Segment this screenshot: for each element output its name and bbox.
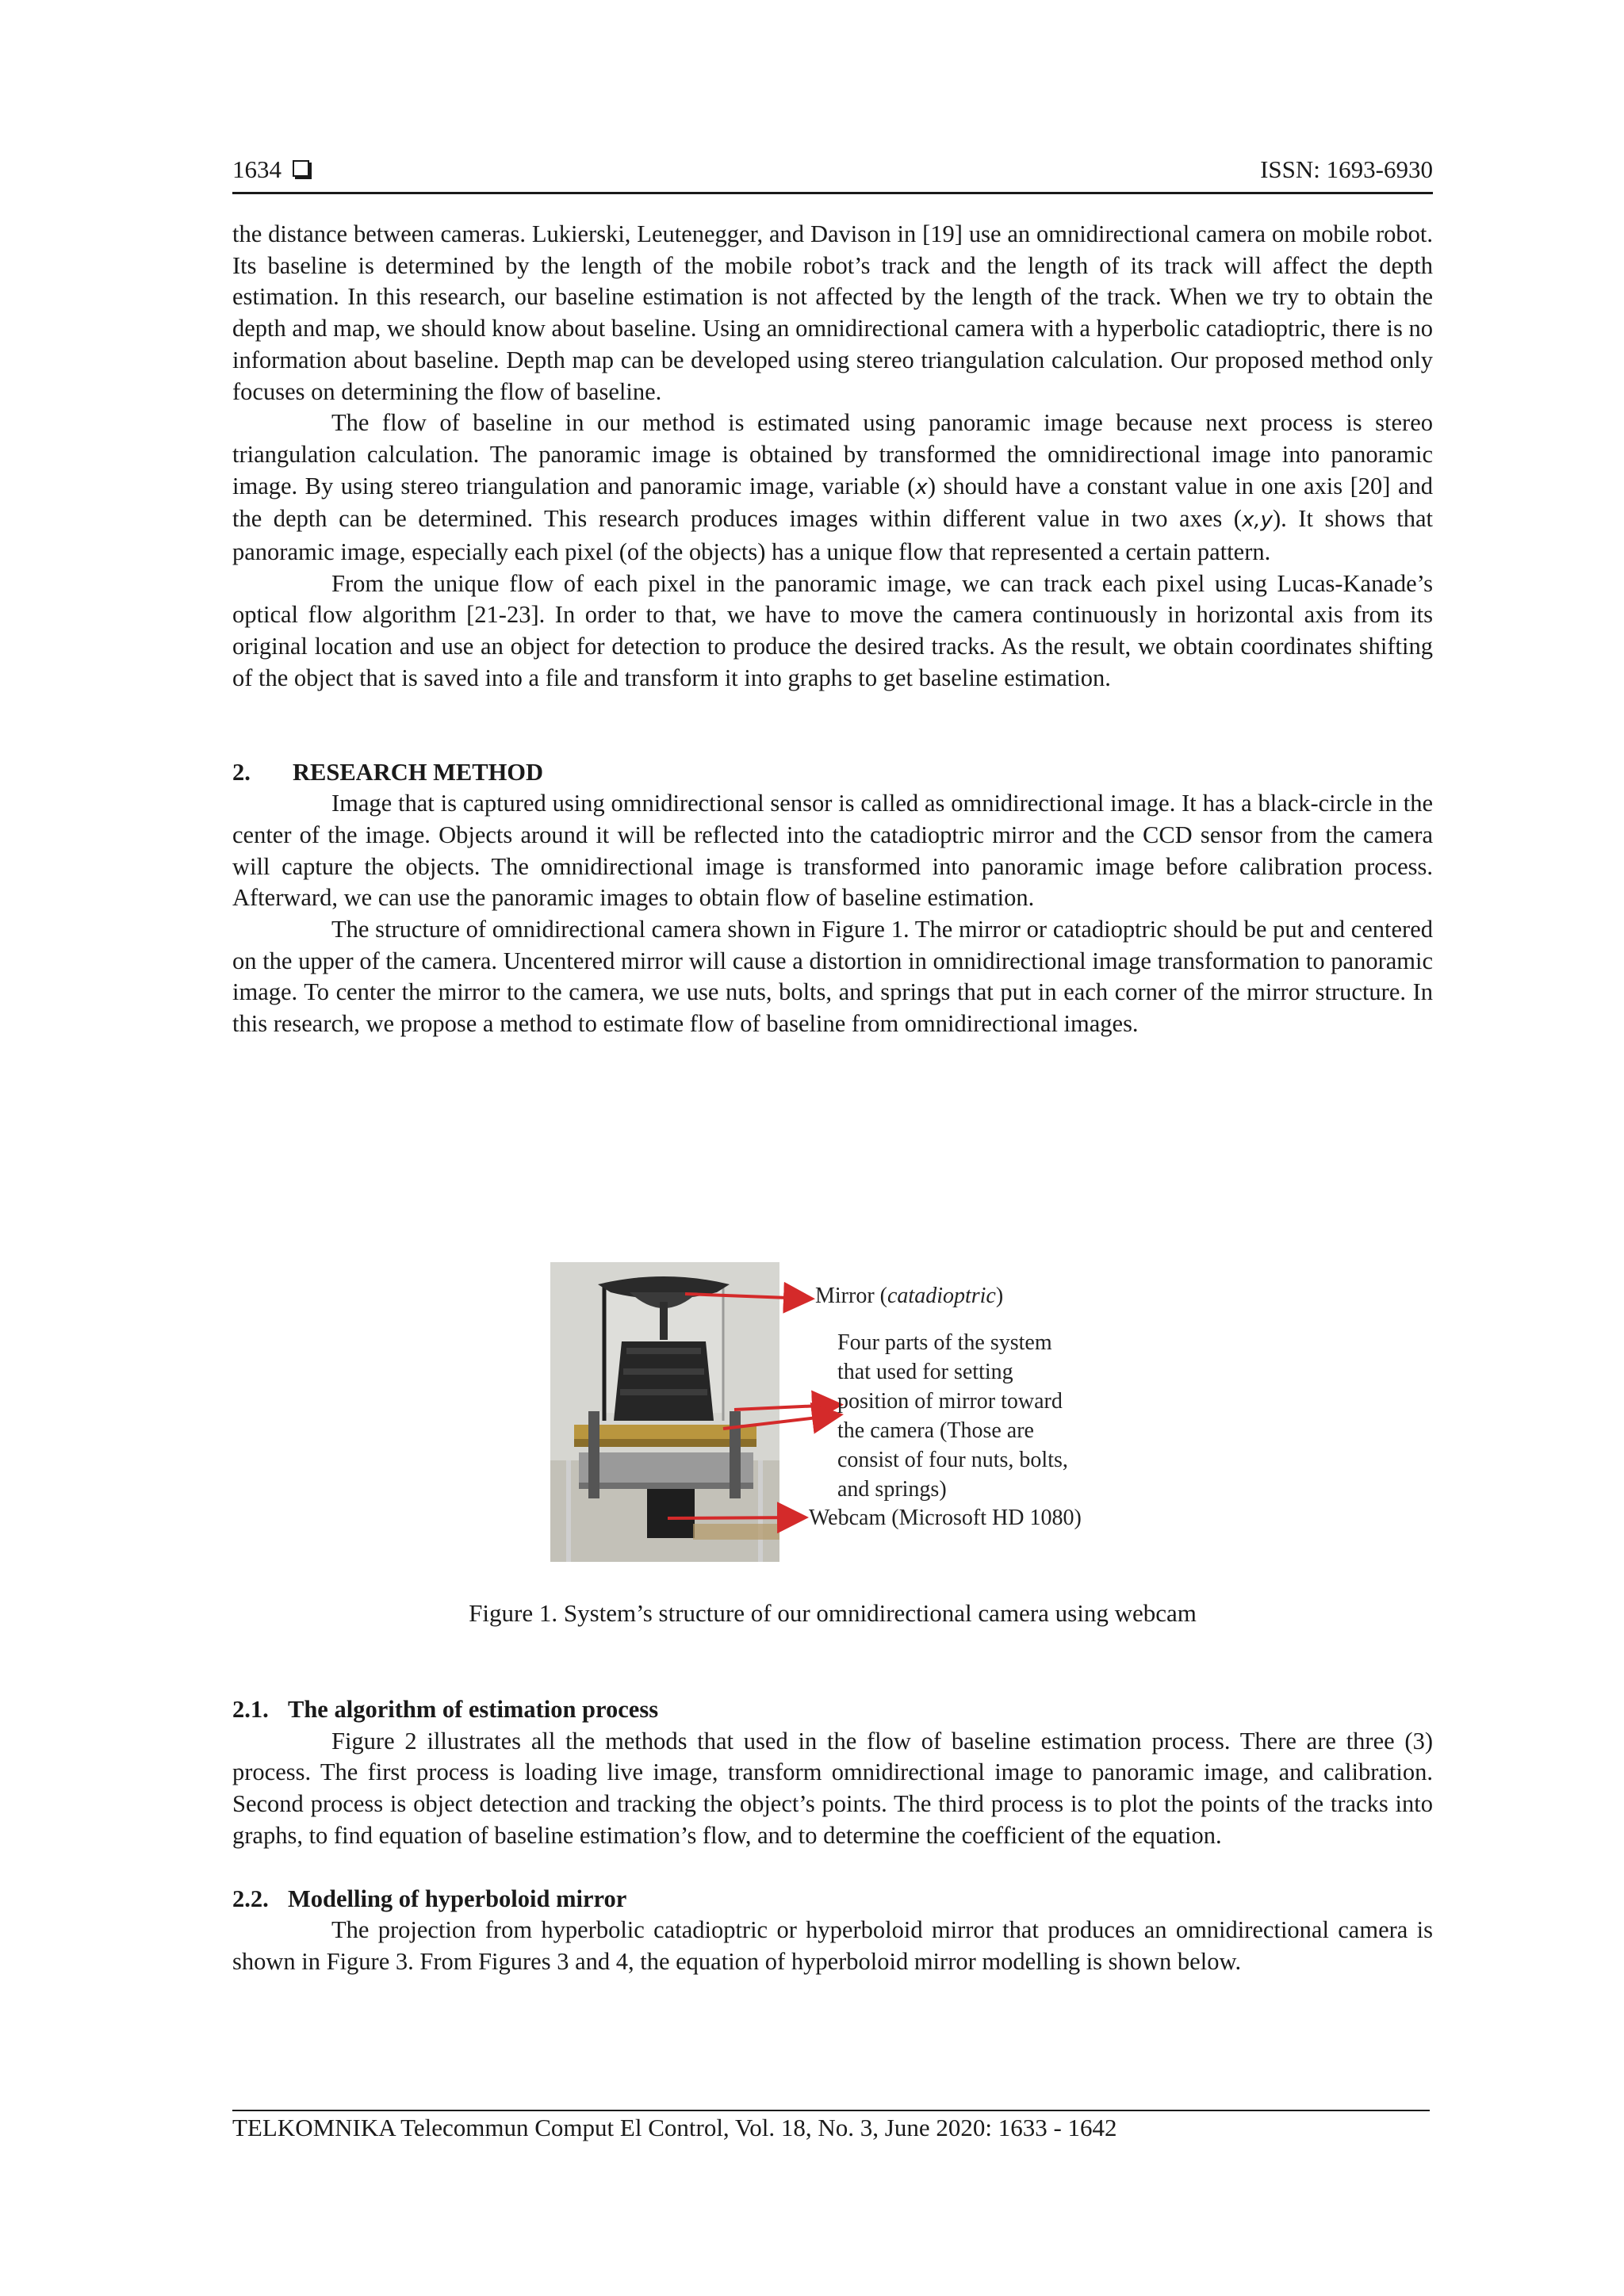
label-parts-line: position of mirror toward (837, 1389, 1063, 1414)
header-divider (232, 192, 1433, 194)
section-2-1-title: The algorithm of estimation process (288, 1696, 659, 1723)
main-text-lower (232, 1694, 1433, 1978)
section-2-2-heading (232, 1884, 1433, 1915)
section-2-1-number: 2.1. (232, 1696, 269, 1723)
figure-1 (550, 1262, 1121, 1563)
section-2-1-paragraph: Figure 2 illustrates all the methods that used in the flow of baseline estimation process. There are three (3) process. The first process is loading live image, transform omnidirectional image to panoramic image, and calibration. Second process is object detection and tracking the object’s points. The third process is to plot the points of the tracks into graphs, to find equation of baseline estimation’s flow, and to determine the coefficient of the equation. (232, 1727, 1433, 1849)
issn-label: ISSN: 1693-6930 (1260, 155, 1433, 183)
variable-xy: x,y (1241, 508, 1273, 533)
section-2-1-heading (232, 1694, 1433, 1726)
square-bullet-icon (293, 160, 309, 177)
figure-1-caption: Figure 1. System’s structure of our omnidirectional camera using webcam (469, 1599, 1197, 1627)
label-four-parts (837, 1328, 1068, 1504)
intro-p2-part-a: The flow of baseline in our method is estimated using panoramic image because next process is stereo triangulation calculation. The panoramic image is obtained by transformed the omnidirectional image into panoramic image. By using stereo triangulation and panoramic image, variable ( (232, 409, 1433, 499)
section-2-number: 2. (232, 758, 251, 786)
label-parts-line: the camera (Those are (837, 1418, 1034, 1443)
label-mirror-text: Mirror ( (815, 1284, 887, 1308)
label-mirror-italic: catadioptric (887, 1284, 996, 1308)
section-2-2-number: 2.2. (232, 1885, 269, 1912)
arrow-parts-2 (723, 1415, 837, 1429)
arrow-parts-1 (734, 1405, 837, 1410)
intro-p2-part-c: ). It shows that panoramic image, especially each pixel (of the objects) has a unique flow that represented a certain pattern. (232, 505, 1433, 566)
section-2-2-title: Modelling of hyperboloid mirror (288, 1885, 627, 1912)
section-2-heading (232, 757, 1433, 789)
label-parts-line: Four parts of the system (837, 1330, 1052, 1355)
label-parts-line: that used for setting (837, 1360, 1013, 1384)
intro-paragraph-1: the distance between cameras. Lukierski, Leutenegger, and Davison in [19] use an omnidirectional camera on mobile robot. Its baseline is determined by the length of the mobile robot’s track and the length of its track will affect the depth estimation. In this research, our baseline estimation is not affected by the length of the track. When we try to obtain the depth and map, we should know about baseline. Using an omnidirectional camera with a hyperbolic catadioptric, there is no information about baseline. Depth map can be developed using stereo triangulation calculation. Our proposed method only focuses on determining the flow of baseline. (232, 220, 1433, 405)
label-mirror-close: ) (995, 1284, 1004, 1308)
variable-x: x (915, 475, 928, 499)
label-mirror (815, 1281, 1003, 1311)
page (232, 0, 1433, 2296)
intro-paragraph-2 (232, 408, 1433, 568)
label-parts-line: consist of four nuts, bolts, (837, 1448, 1068, 1472)
page-header (232, 155, 1433, 192)
page-number-text: 1634 (232, 155, 282, 183)
arrow-mirror (685, 1294, 809, 1299)
label-webcam: Webcam (Microsoft HD 1080) (809, 1506, 1082, 1530)
section-2-title: RESEARCH METHOD (293, 758, 544, 786)
footer-divider (232, 2110, 1430, 2111)
intro-paragraph-3: From the unique flow of each pixel in the panoramic image, we can track each pixel using Lucas-Kanade’s optical flow algorithm [21-23]. In order to that, we have to move the camera continuously in horizontal axis from its original location and use an object for detection to produce the desired tracks. As the result, we obtain coordinates shifting of the object that is saved into a file and transform it into graphs to get baseline estimation. (232, 569, 1433, 691)
label-parts-line: and springs) (837, 1477, 947, 1502)
arrow-webcam (668, 1517, 802, 1518)
intro-p2-part-b: ) should have a constant value in one axis [20] and the depth can be determined. This research produces images within different value in two axes ( (232, 472, 1433, 533)
section-2-paragraph-1: Image that is captured using omnidirectional sensor is called as omnidirectional image. It has a black-circle in the center of the image. Objects around it will be reflected into the catadioptric mirror and the CCD sensor from the camera will capture the objects. The omnidirectional image is transformed into panoramic image before calibration process. Afterward, we can use the panoramic images to obtain flow of baseline estimation. (232, 790, 1433, 912)
section-2-paragraph-2: The structure of omnidirectional camera shown in Figure 1. The mirror or catadioptric should be put and centered on the upper of the camera. Uncentered mirror will cause a distortion in omnidirectional image transformation to panoramic image. To center the mirror to the camera, we use nuts, bolts, and springs that put in each corner of the mirror structure. In this research, we propose a method to estimate flow of baseline from omnidirectional images. (232, 916, 1433, 1038)
section-2-2-paragraph: The projection from hyperbolic catadioptric or hyperboloid mirror that produces an omnidirectional camera is shown in Figure 3. From Figures 3 and 4, the equation of hyperboloid mirror modelling is shown below. (232, 1916, 1433, 1975)
page-number (232, 155, 309, 184)
main-text-upper (232, 219, 1433, 1040)
footer-citation: TELKOMNIKA Telecommun Comput El Control, Vol. 18, No. 3, June 2020: 1633 - 1642 (232, 2114, 1117, 2141)
